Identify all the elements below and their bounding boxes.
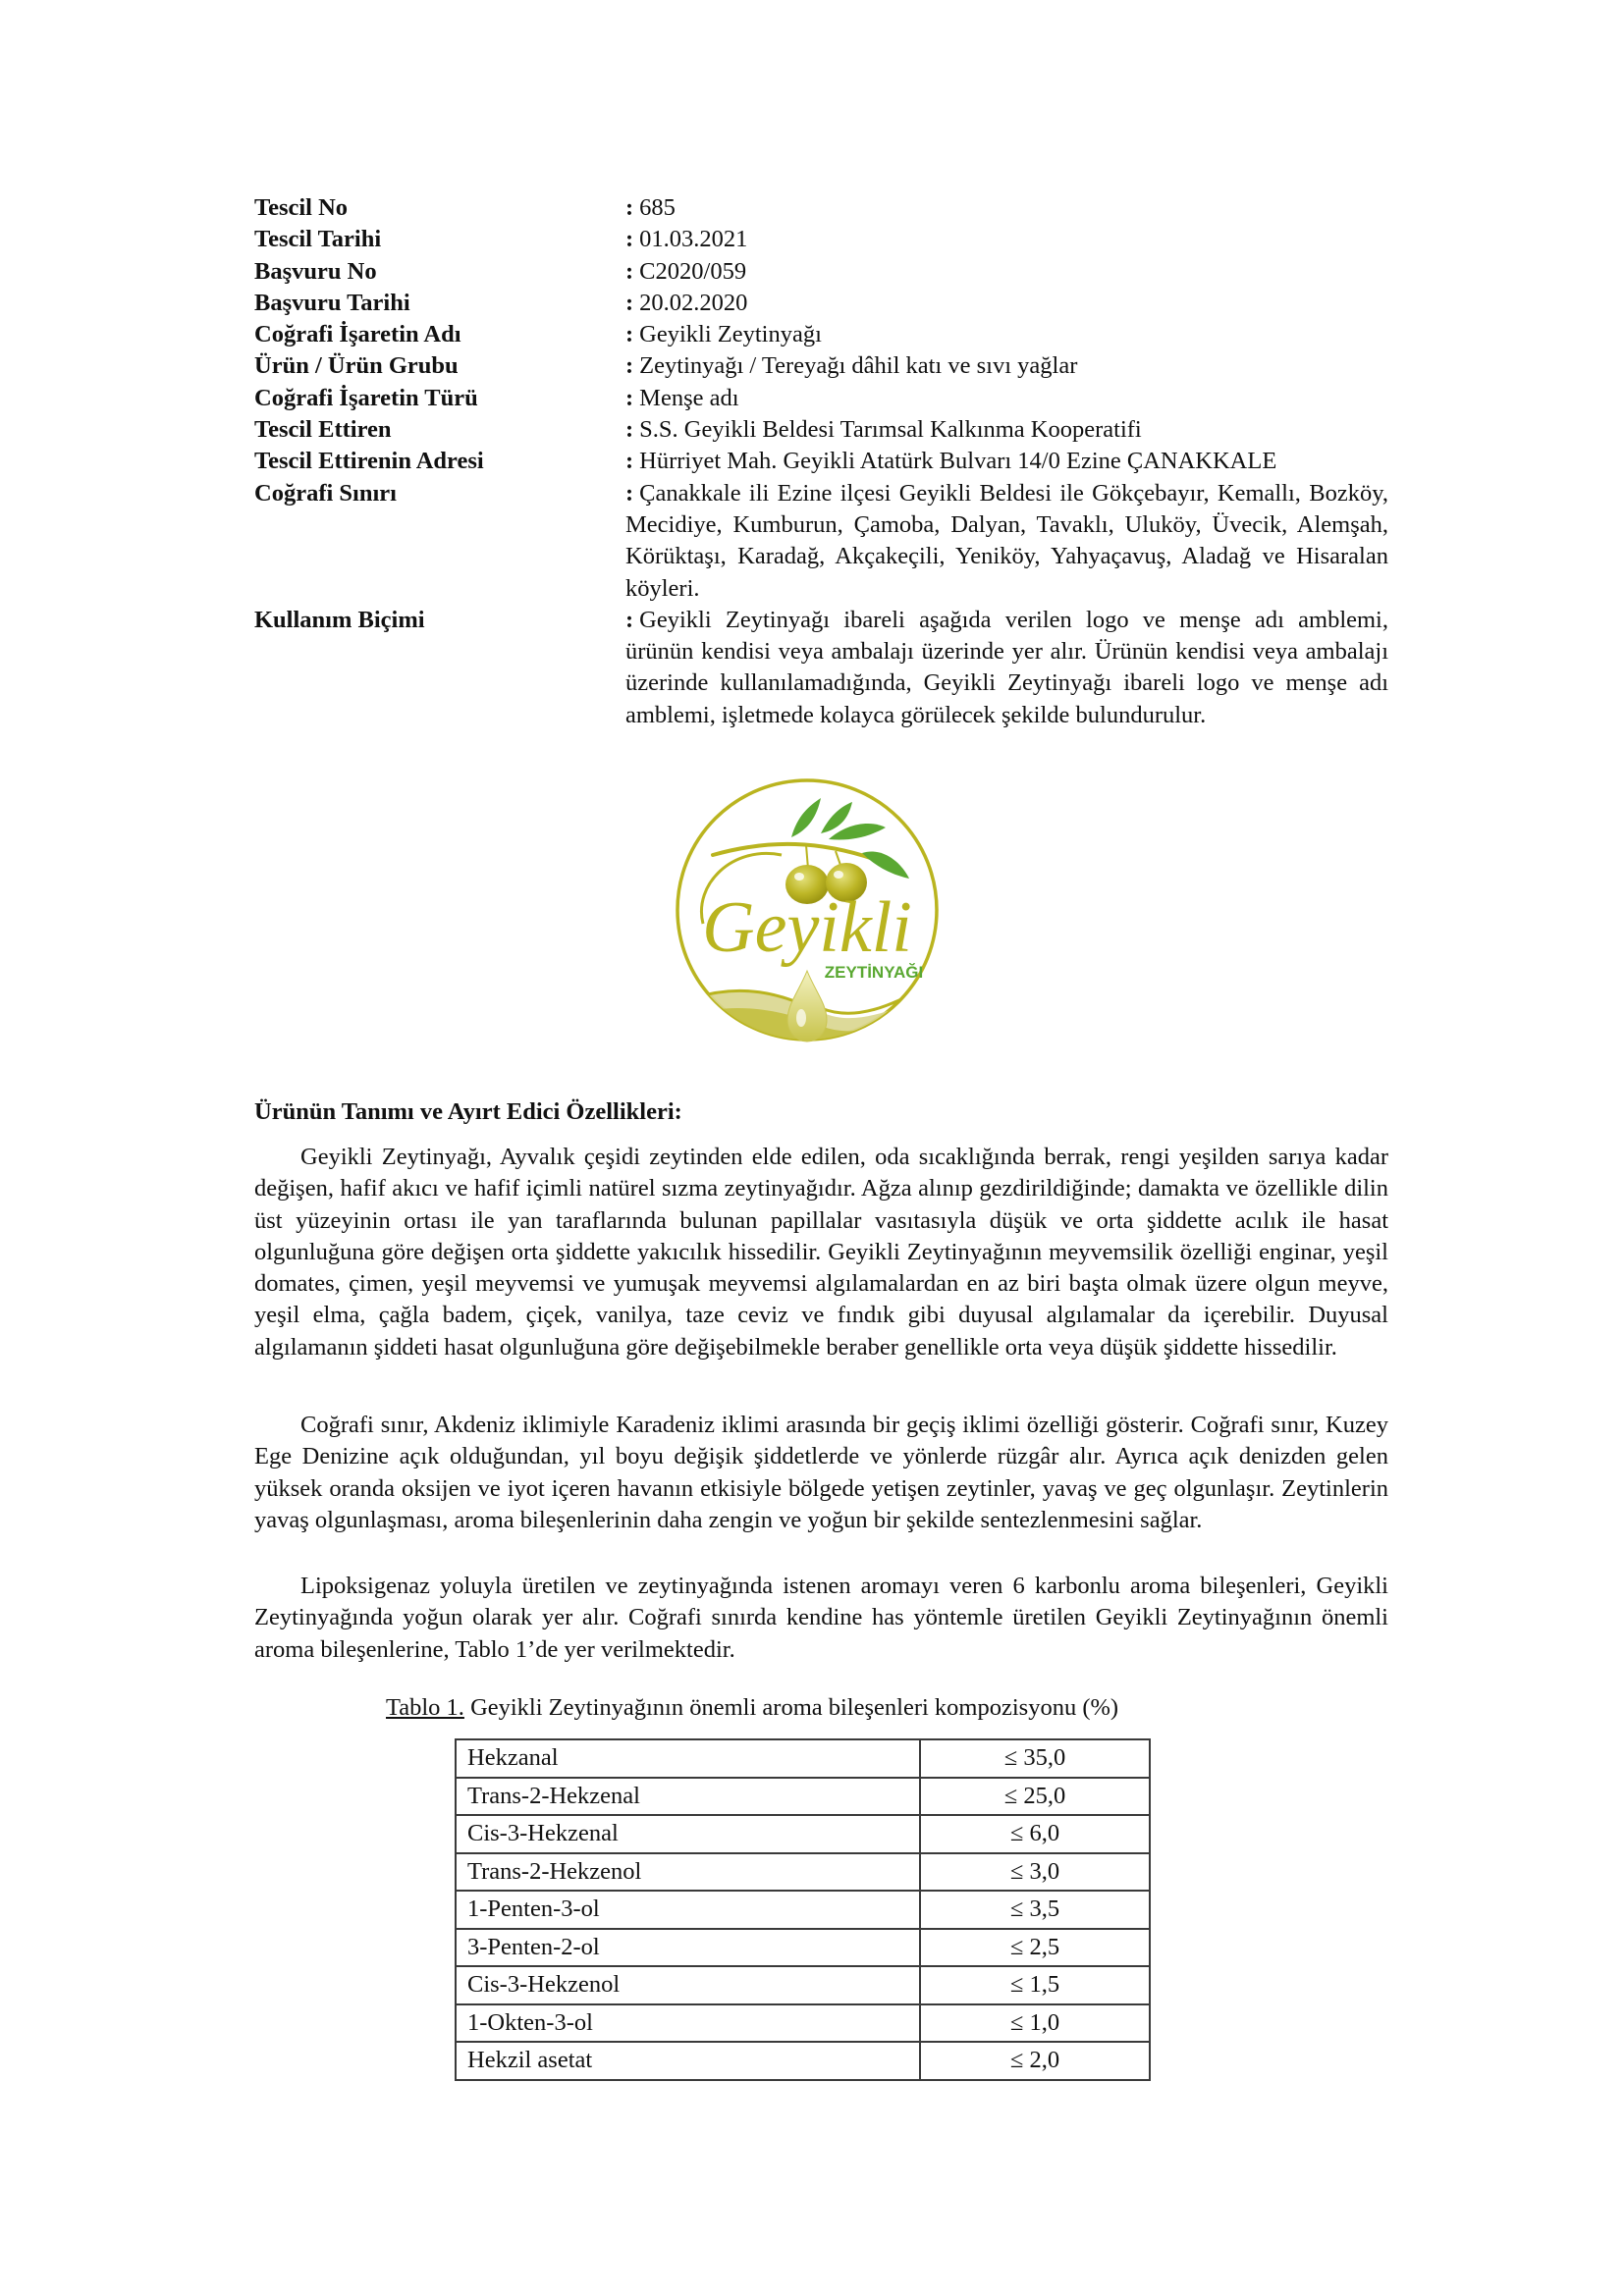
info-row-registration-date xyxy=(254,224,1388,255)
info-row-geographic-boundary xyxy=(254,478,1388,605)
info-row-usage-form xyxy=(254,605,1388,731)
olive-oil-emblem-icon xyxy=(674,776,941,1043)
info-value: C2020/059 xyxy=(639,257,747,285)
info-row-gi-type xyxy=(254,383,1388,414)
value-cell: ≤ 1,0 xyxy=(920,2004,1150,2043)
geyikli-logo xyxy=(674,776,941,1043)
info-label: Tescil Tarihi xyxy=(254,226,382,253)
compound-cell: Trans-2-Hekzenol xyxy=(456,1853,920,1892)
compound-cell: Cis-3-Hekzenol xyxy=(456,1966,920,2004)
info-value: 685 xyxy=(639,194,676,221)
info-value: Çanakkale ili Ezine ilçesi Geyikli Beldesi ile Gökçebayır, Kemallı, Bozköy, Mecidiye, Kumburun, Çamoba, Dalyan, Tavaklı, Uluköy, Üvecik, Alemşah, Körüktaşı, Karadağ, Akçakeçili, Yeniköy, Yahyaçavuş, Aladağ ve Hisaralan köyleri. xyxy=(625,479,1388,602)
info-value: Geyikli Zeytinyağı xyxy=(639,321,822,348)
info-label: Tescil No xyxy=(254,194,349,221)
aroma-compounds-table xyxy=(455,1738,1151,2081)
value-cell: ≤ 3,0 xyxy=(920,1853,1150,1892)
colon: : xyxy=(625,479,634,507)
colon: : xyxy=(625,352,634,380)
colon: : xyxy=(625,448,634,475)
colon: : xyxy=(625,257,634,285)
value-cell: ≤ 2,5 xyxy=(920,1929,1150,1967)
colon: : xyxy=(625,194,634,221)
table-row xyxy=(456,1778,1150,1816)
table-reference: Tablo 1. xyxy=(386,1694,464,1721)
table-row xyxy=(456,2004,1150,2043)
info-value: Menşe adı xyxy=(639,384,739,411)
value-cell: ≤ 3,5 xyxy=(920,1891,1150,1929)
table-row xyxy=(456,2042,1150,2080)
colon: : xyxy=(625,606,634,633)
table-row xyxy=(456,1853,1150,1892)
info-label: Tescil Ettiren xyxy=(254,416,392,444)
compound-cell: Cis-3-Hekzenal xyxy=(456,1815,920,1853)
info-row-registration-no xyxy=(254,192,1388,224)
value-cell: ≤ 1,5 xyxy=(920,1966,1150,2004)
colon: : xyxy=(625,321,634,348)
table-row xyxy=(456,1739,1150,1778)
colon: : xyxy=(625,226,634,253)
table-row xyxy=(456,1891,1150,1929)
info-label: Coğrafi İşaretin Adı xyxy=(254,321,461,348)
logo-wordmark: Geyikli xyxy=(702,887,912,968)
logo-subtitle: ZEYTİNYAĞI xyxy=(824,963,924,982)
value-cell: ≤ 25,0 xyxy=(920,1778,1150,1816)
info-value: Zeytinyağı / Tereyağı dâhil katı ve sıvı yağlar xyxy=(639,352,1078,380)
compound-cell: Hekzil asetat xyxy=(456,2042,920,2080)
info-value: Geyikli Zeytinyağı ibareli aşağıda verilen logo ve menşe adı amblemi, ürünün kendisi veya ambalajı üzerinde yer alır. Ürünün kendisi veya ambalajı üzerinde kullanılamadığında, Geyikli Zeytinyağı ibareli logo ve menşe adı amblemi, işletmede kolayca görülecek şekilde bulundurulur. xyxy=(625,606,1388,728)
section-heading: Ürünün Tanımı ve Ayırt Edici Özellikleri: xyxy=(254,1098,682,1125)
info-label: Tescil Ettirenin Adresi xyxy=(254,448,484,475)
info-row-registrant xyxy=(254,414,1388,446)
registration-info xyxy=(254,192,1388,731)
colon: : xyxy=(625,384,634,411)
value-cell: ≤ 35,0 xyxy=(920,1739,1150,1778)
paragraph-description: Geyikli Zeytinyağı, Ayvalık çeşidi zeytinden elde edilen, oda sıcaklığında berrak, rengi yeşilden sarıya kadar değişen, hafif akıcı ve hafif içimli natürel sızma zeytinyağıdır. Ağza alınıp gezdirildiğinde; damakta ve özellikle dilin üst yüzeyinin ortası ile yan taraflarında bulunan papillalar vasıtasıyla düşük ve orta şiddette acılık ile hasat olgunluğuna göre değişen orta şiddette yakıcılık hissedilir. Geyikli Zeytinyağının meyvemsilik özelliği enginar, yeşil domates, çimen, yeşil meyvemsi ve yumuşak meyvemsi algılamalardan en az biri başta olmak üzere olgun meyve, yeşil elma, çağla badem, çiçek, vanilya, taze ceviz ve fındık gibi duyusal algılamalar da içerebilir. Duyusal algılamanın şiddeti hasat olgunluğuna göre değişebilmekle beraber genellikle orta veya düşük şiddette hissedilir. xyxy=(254,1144,1388,1361)
colon: : xyxy=(625,289,634,316)
info-value: 20.02.2020 xyxy=(639,289,748,316)
info-row-product-group xyxy=(254,350,1388,382)
info-row-registrant-address xyxy=(254,446,1388,477)
info-label: Başvuru No xyxy=(254,257,377,285)
table-row xyxy=(456,1815,1150,1853)
value-cell: ≤ 6,0 xyxy=(920,1815,1150,1853)
info-row-application-date xyxy=(254,288,1388,319)
info-value: S.S. Geyikli Beldesi Tarımsal Kalkınma Kooperatifi xyxy=(639,416,1142,444)
info-label: Ürün / Ürün Grubu xyxy=(254,352,459,380)
paragraph-aroma: Lipoksigenaz yoluyla üretilen ve zeytinyağında istenen aromayı veren 6 karbonlu aroma bileşenleri, Geyikli Zeytinyağında yoğun olarak yer alır. Coğrafi sınırda kendine has yöntemle üretilen Geyikli Zeytinyağının önemli aroma bileşenlerine, Tablo 1’de yer verilmektedir. xyxy=(254,1573,1388,1663)
table-caption-text: Geyikli Zeytinyağının önemli aroma bileşenleri kompozisyonu (%) xyxy=(463,1694,1119,1721)
table-row xyxy=(456,1966,1150,2004)
table-row xyxy=(456,1929,1150,1967)
value-cell: ≤ 2,0 xyxy=(920,2042,1150,2080)
paragraph-climate: Coğrafi sınır, Akdeniz iklimiyle Karadeniz iklimi arasında bir geçiş iklimi özelliği gösterir. Coğrafi sınır, Kuzey Ege Denizine açık olduğundan, yıl boyu değişik şiddetlerde ve yönlerde rüzgâr alır. Ayrıca açık denizden gelen yüksek oranda oksijen ve iyot içeren havanın etkisiyle bölgede yetişen zeytinler, yavaş ve geç olgunlaşır. Zeytinlerin yavaş olgunlaşması, aroma bileşenlerinin daha zengin ve yoğun bir şekilde sentezlenmesini sağlar. xyxy=(254,1412,1388,1533)
compound-cell: 3-Penten-2-ol xyxy=(456,1929,920,1967)
compound-cell: 1-Okten-3-ol xyxy=(456,2004,920,2043)
table-caption xyxy=(386,1692,1118,1724)
compound-cell: Trans-2-Hekzenal xyxy=(456,1778,920,1816)
info-label: Coğrafi Sınırı xyxy=(254,479,397,507)
compound-cell: Hekzanal xyxy=(456,1739,920,1778)
compound-cell: 1-Penten-3-ol xyxy=(456,1891,920,1929)
info-row-application-no xyxy=(254,256,1388,288)
info-value: Hürriyet Mah. Geyikli Atatürk Bulvarı 14/0 Ezine ÇANAKKALE xyxy=(639,448,1277,475)
info-row-gi-name xyxy=(254,319,1388,350)
info-label: Kullanım Biçimi xyxy=(254,606,425,633)
info-value: 01.03.2021 xyxy=(639,226,748,253)
colon: : xyxy=(625,416,634,444)
info-label: Coğrafi İşaretin Türü xyxy=(254,384,478,411)
info-label: Başvuru Tarihi xyxy=(254,289,410,316)
